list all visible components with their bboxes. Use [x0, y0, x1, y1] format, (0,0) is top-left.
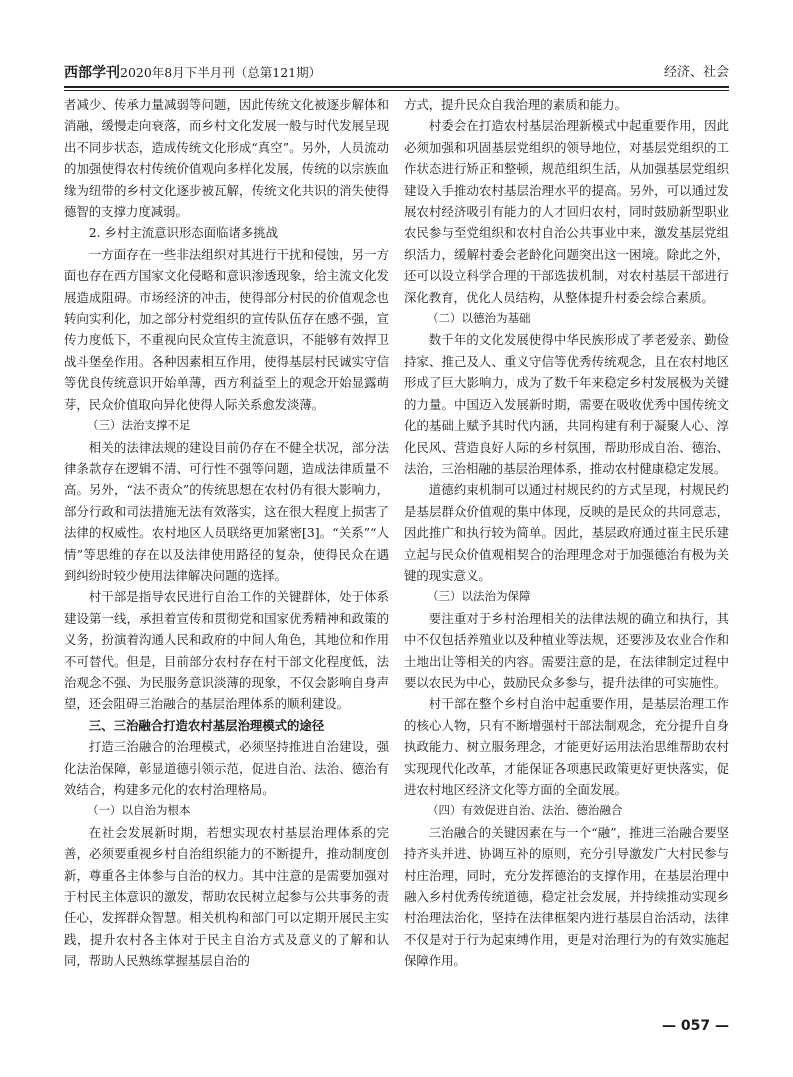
- issue-info: 2020年8月下半月刊（总第121期）: [120, 65, 322, 80]
- left-column: [64, 94, 389, 1014]
- page-header: [64, 58, 729, 86]
- paragraph: 相关的法律法规的建设目前仍存在不健全状况，部分法律条款存在逻辑不清、可行性不强等问题，造成法律质量不高。另外，“法不责众”的传统思想在农村仍有很大影响力，部分行政和司法措施无法有效落实，这在很大程度上损害了法律的权威性。农村地区人员联络更加紧密[3]。“关系”“人情”等思维的存在以及法律使用路径的复杂，使得民众在遇到纠纷时较少使用法律解决问题的选择。: [64, 439, 389, 583]
- journal-name: 西部学刊: [64, 65, 120, 81]
- subsection-heading: （三）法治支撑不足: [87, 418, 191, 433]
- subsection-heading: （三）以法治为保障: [427, 589, 531, 604]
- header-rule-thick: [64, 86, 729, 88]
- paragraph: 道德约束机制可以通过村规民约的方式呈现，村规民约是基层群众价值观的集中体现，反映的是民众的共同意志，因此推广和执行较为简单。因此，基层政府通过崔主民乐建立起与民众价值观相契合的治理理念对于加强德治有极为关键的现实意义。: [404, 482, 729, 583]
- page-number: — 057 —: [662, 1018, 729, 1034]
- section-heading: 三、三治融合打造农村基层治理模式的途径: [88, 717, 325, 733]
- header-rule-thin: [64, 90, 729, 91]
- right-column: [404, 94, 729, 1014]
- paragraph: 在社会发展新时期，若想实现农村基层治理体系的完善，必须要重视乡村自治组织能力的不断提升，推动制度创新，尊重各主体参与自治的权力。其中注意的是需要加强对于村民主体意识的激发，帮助农民树立起参与公共事务的责任心，发挥群众智慧。相关机构和部门可以定期开展民主实践，提升农村各主体对于民主自治方式及意义的了解和认同，帮助人民熟练掌握基层自治的: [64, 824, 389, 969]
- header-left: [64, 62, 321, 82]
- paragraph: 村委会在打造农村基层治理新模式中起重要作用，因此必须加强和巩固基层党组织的领导地位，对基层党组织的工作状态进行矫正和整顿，规范组织生活，从加强基层党组织建设入手推动农村基层治理水平的提高。另外，可以通过发展农村经济吸引有能力的人才回归农村，同时鼓励新型职业农民参与至党组织和农村自治公共事业中来，激发基层党组织活力，缓解村委会老龄化问题突出这一困境。除此之外，还可以设立科学合理的干部选拔机制，对农村基层干部进行深化教育，优化人员结构，从整体提升村委会综合素质。: [404, 118, 729, 305]
- paragraph: 一方面存在一些非法组织对其进行干扰和侵蚀，另一方面也存在西方国家文化侵略和意识渗透现象，给主流文化发展造成阻碍。市场经济的冲击，使得部分村民的价值观念也转向实利化，加之部分村党组织的宣传队伍存在感不强，宣传力度低下，不重视向民众宣传主流意识，不能够有效捍卫战斗堡垒作用。各种因素相互作用，使得基层村民诚实守信等优良传统意识开始单薄，西方利益至上的观念开始显露萌芽，民众价值取向异化使得人际关系愈发淡薄。: [64, 246, 389, 412]
- subsection-heading: （一）以自治为根本: [87, 803, 191, 818]
- subsection-heading: （二）以德治为基础: [427, 311, 531, 326]
- subsection-heading: （四）有效促进自治、法治、德治融合: [427, 803, 623, 818]
- paragraph: 方式，提升民众自我治理的素质和能力。: [404, 97, 628, 112]
- paragraph: 打造三治融合的治理模式，必须坚持推进自治建设，强化法治保障，彰显道德引领示范，促进自治、法治、德治有效结合，构建多元化的农村治理格局。: [64, 739, 389, 797]
- paragraph: 村干部是指导农民进行自治工作的关键群体，处于体系建设第一线，承担着宣传和贯彻党和国家优秀精神和政策的义务，扮演着沟通人民和政府的中间人角色，其地位和作用不可替代。但是，目前部分农村存在村干部文化程度低，法治观念不强、为民服务意识淡薄的现象，不仅会影响自身声望，还会阻碍三治融合的基层治理体系的顺利建设。: [64, 589, 389, 712]
- paragraph: 数千年的文化发展使得中华民族形成了孝老爱亲、勤俭持家、推己及人、重义守信等优秀传统观念，且在农村地区形成了巨大影响力，成为了数千年来稳定乡村发展极为关键的力量。中国迈入发展新时期，需要在吸收优秀中国传统文化的基础上赋予其时代内涵，共同构建有利于凝聚人心、淳化民风、营造良好人际的乡村氛围，帮助形成自治、德治、法治，三治相融的基层治理体系，推动农村健康稳定发展。: [404, 332, 729, 476]
- subsection-heading: 2. 乡村主流意识形态面临诸多挑战: [88, 225, 279, 241]
- paragraph: 三治融合的关键因素在与一个“融”，推进三治融合要坚持齐头并进、协调互补的原则，充分引导激发广大村民参与村庄治理，同时，充分发挥德治的支撑作用，在基层治理中融入乡村优秀传统道德，稳定社会发展，并持续推动实现乡村治理法治化，坚持在法律框架内进行基层自治活动，法律不仅是对于行为起束缚作用，更是对治理行为的有效实施起保障作用。: [404, 824, 729, 969]
- section-label: 经济、社会: [663, 65, 729, 80]
- paragraph: 要注重对于乡村治理相关的法律法规的确立和执行，其中不仅包括养殖业以及种植业等法规，还要涉及农业合作和土地出让等相关的内容。需要注意的是，在法律制定过程中要以农民为中心，鼓励民众多参与，提升法律的可实施性。: [404, 610, 729, 690]
- paragraph: 者减少、传承力量减弱等问题，因此传统文化被逐步解体和消融，缓慢走向衰落，而乡村文化发展一般与时代发展呈现出不同步状态，造成传统文化形成“真空”。另外，人员流动的加强使得农村传统价值观向多样化发展，传统的以宗族血缘为纽带的乡村文化逐步被瓦解，传统文化共识的消失使得德智的支撑力度减弱。: [64, 97, 389, 220]
- paragraph: 村干部在整个乡村自治中起重要作用，是基层治理工作的核心人物，只有不断增强村干部法制观念，充分提升自身执政能力、树立服务理念，才能更好运用法治思维帮助农村实现现代化改革，才能保证各项惠民政策更好更快落实，促进农村地区经济文化等方面的全面发展。: [404, 696, 729, 797]
